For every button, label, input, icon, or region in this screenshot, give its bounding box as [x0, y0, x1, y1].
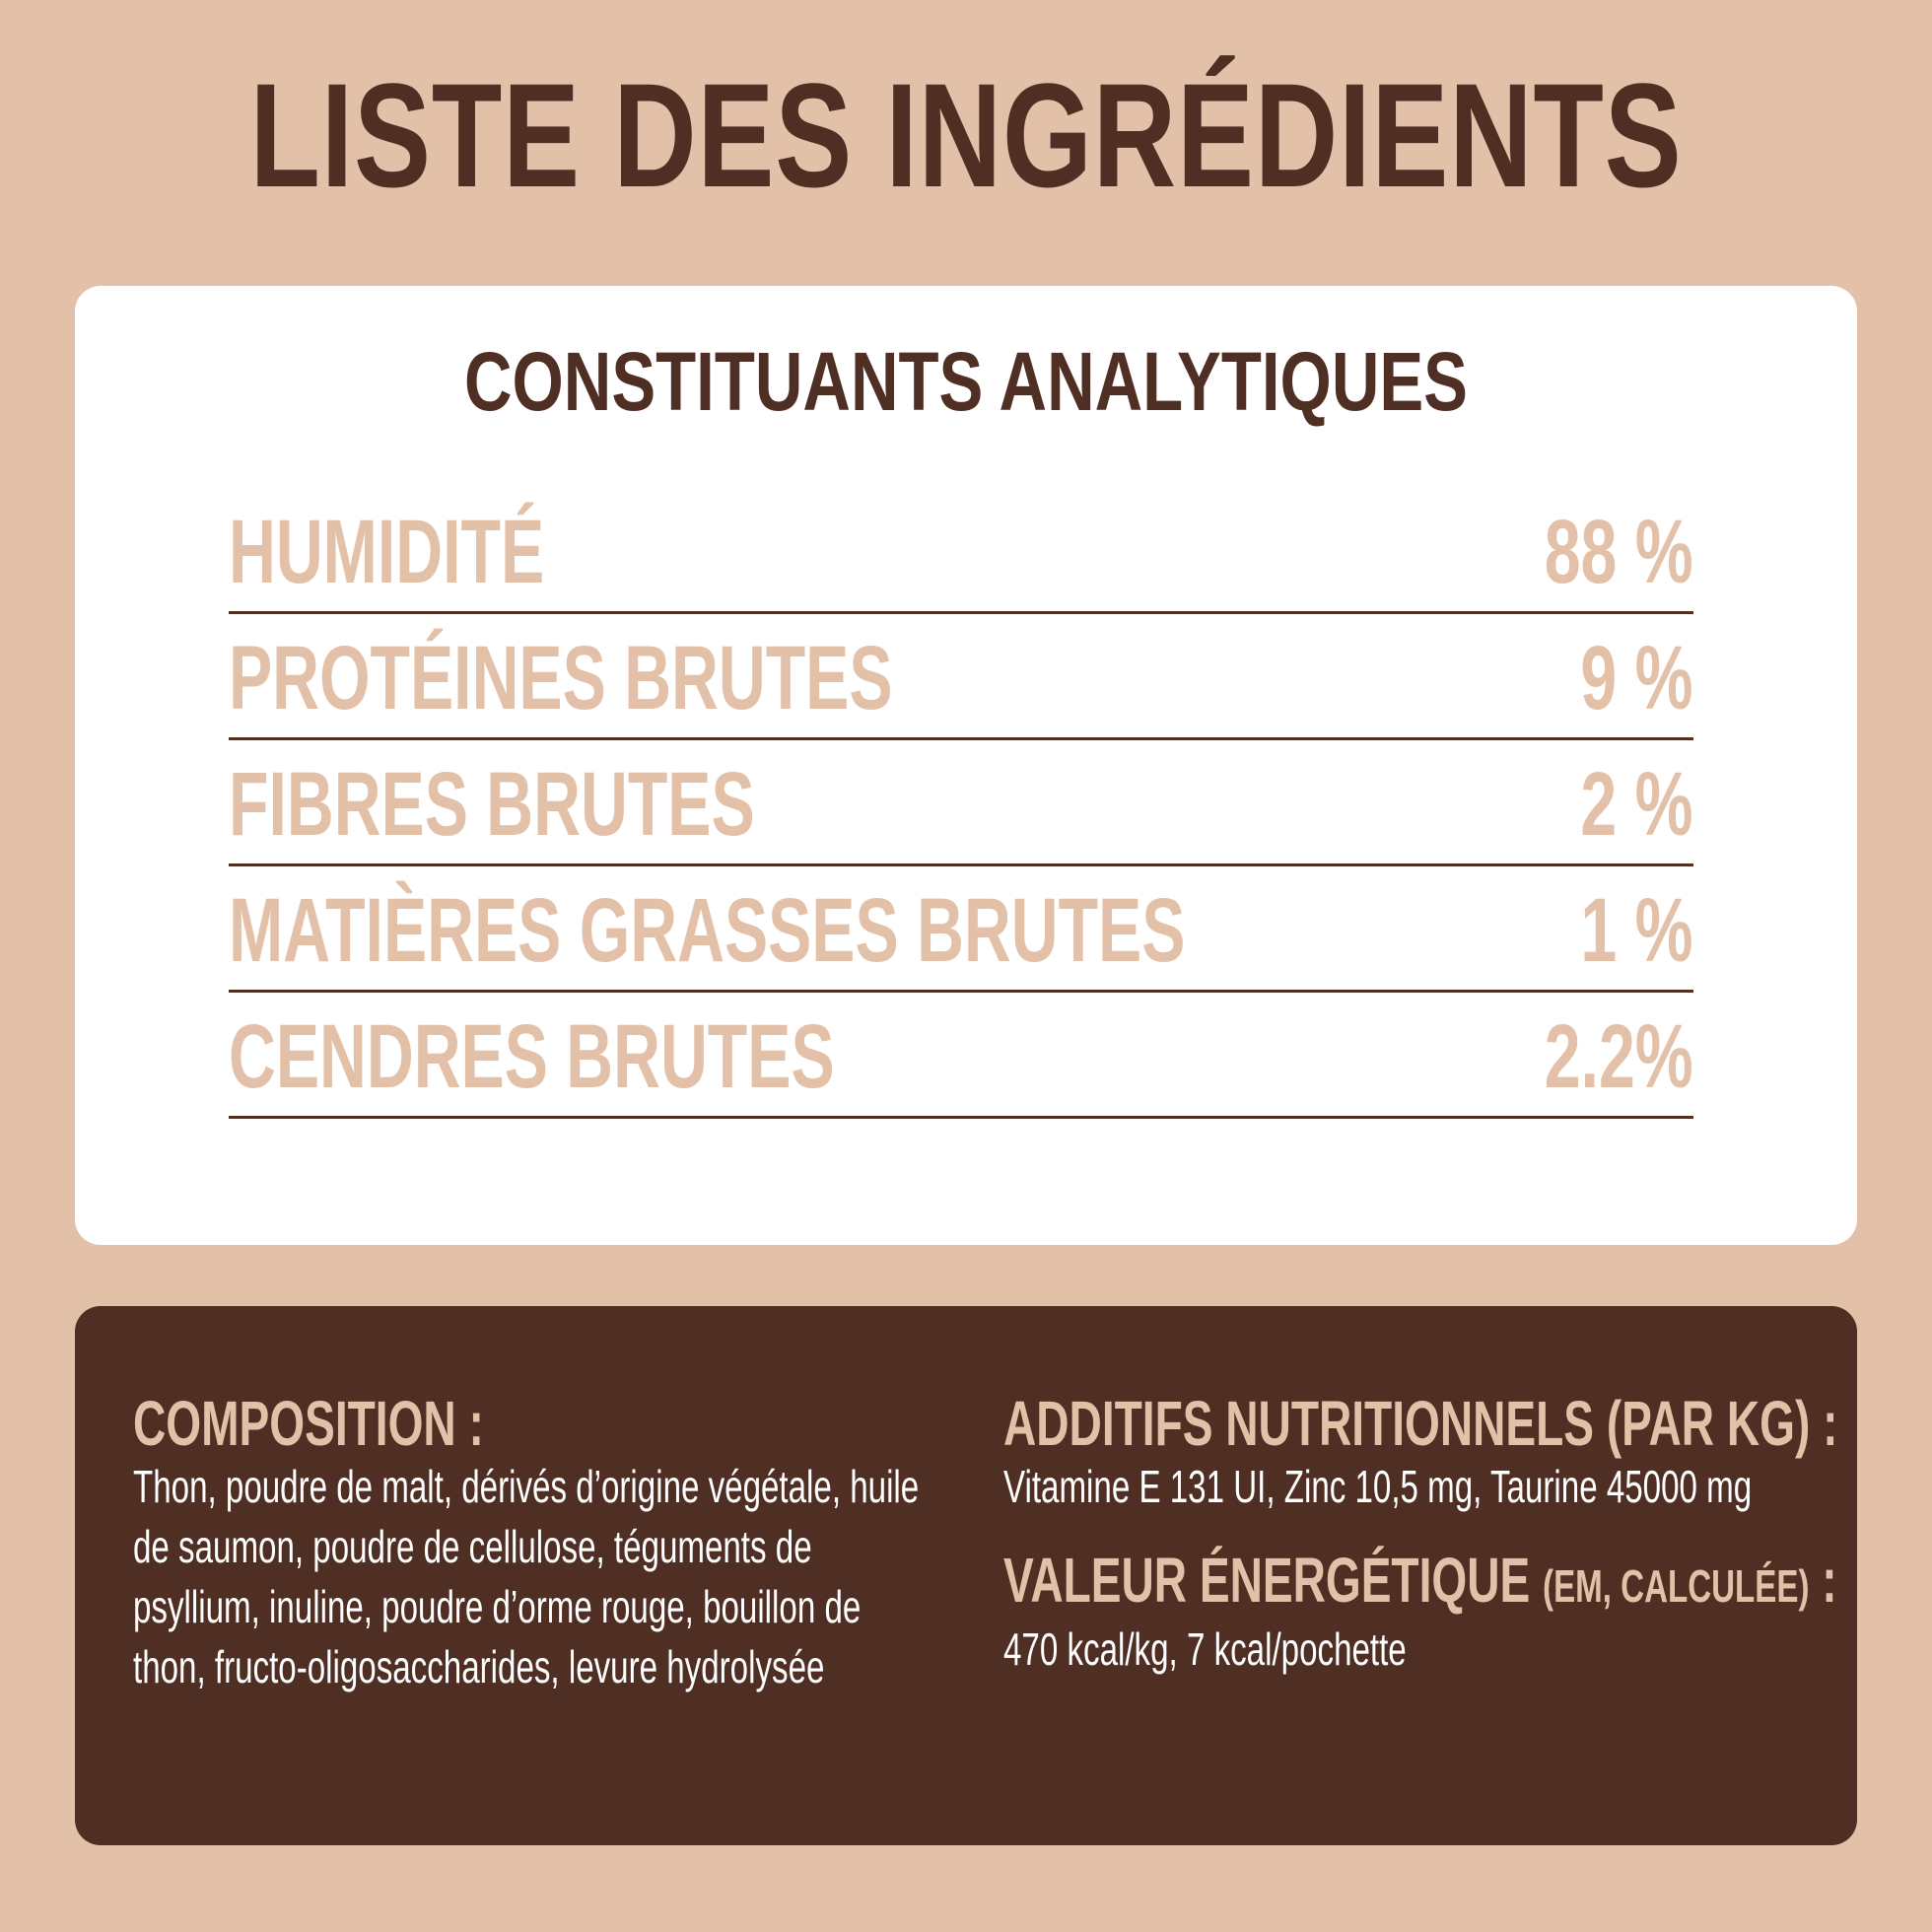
composition-column: [133, 1390, 941, 1697]
energy-text: 470 kcal/kg, 7 kcal/pochette: [1003, 1623, 1407, 1675]
row-value: 88 %: [1545, 502, 1693, 602]
additives-column: [1003, 1388, 1838, 1680]
composition-heading: COMPOSITION :: [133, 1388, 484, 1459]
page-title: LISTE DES INGRÉDIENTS: [249, 52, 1683, 218]
row-label: MATIÈRES GRASSES BRUTES: [229, 880, 1186, 981]
energy-heading: [1003, 1545, 1837, 1620]
row-label: PROTÉINES BRUTES: [229, 628, 893, 728]
row-label: CENDRES BRUTES: [229, 1006, 835, 1107]
energy-heading-note: (EM, CALCULÉE): [1543, 1560, 1810, 1612]
energy-heading-main: VALEUR ÉNERGÉTIQUE: [1003, 1545, 1531, 1616]
analytic-title: CONSTITUANTS ANALYTIQUES: [463, 335, 1468, 428]
energy-heading-suffix: :: [1809, 1545, 1837, 1616]
row-value: 1 %: [1580, 880, 1693, 981]
composition-info-card: [75, 1306, 1857, 1845]
row-value: 9 %: [1580, 628, 1693, 728]
table-row: [229, 488, 1693, 614]
additives-text: Vitamine E 131 UI, Zinc 10,5 mg, Taurine 45000 mg: [1003, 1461, 1753, 1512]
analytic-table: [229, 488, 1693, 1119]
row-label: FIBRES BRUTES: [229, 754, 755, 855]
table-row: [229, 866, 1693, 993]
analytic-constituents-card: [75, 286, 1857, 1245]
row-value: 2.2%: [1545, 1006, 1693, 1107]
table-row: [229, 993, 1693, 1119]
row-label: HUMIDITÉ: [229, 502, 545, 602]
additives-heading: ADDITIFS NUTRITIONNELS (PAR KG) :: [1003, 1388, 1838, 1459]
composition-text: Thon, poudre de malt, dérivés d’origine végétale, huile de saumon, poudre de cellulose, téguments de psyllium, inuline, poudre d’orme rouge, bouillon de thon, fructo-oligosaccharides, levure hydrolysée: [133, 1461, 920, 1692]
table-row: [229, 614, 1693, 740]
row-value: 2 %: [1580, 754, 1693, 855]
table-row: [229, 740, 1693, 866]
